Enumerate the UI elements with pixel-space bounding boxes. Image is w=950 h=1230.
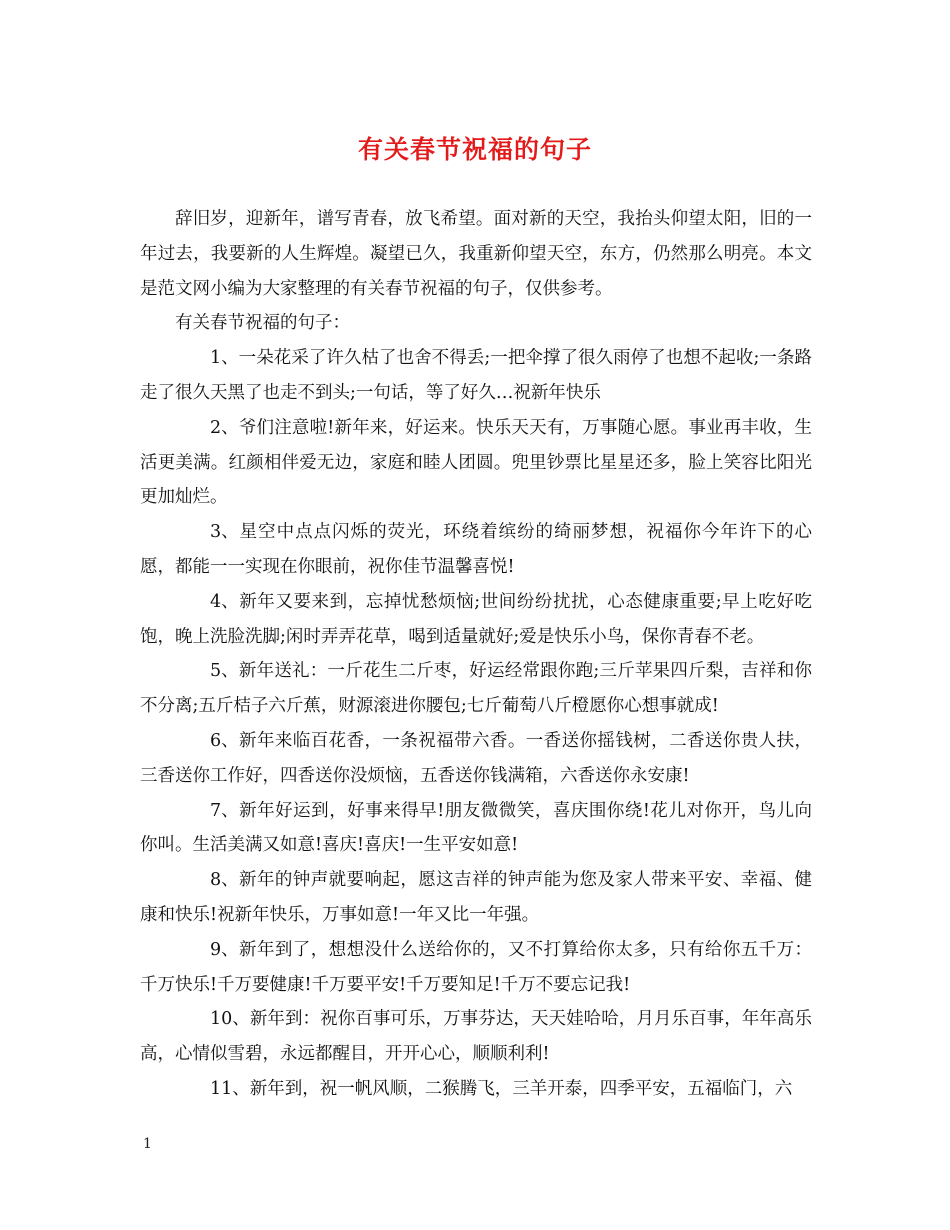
document-title: 有关春节祝福的句子 xyxy=(357,135,592,164)
item-text: 星空中点点闪烁的荧光，环绕着缤纷的绮丽梦想，祝福你今年许下的心愿，都能一一实现在你眼前，祝你佳节温馨喜悦! xyxy=(140,522,812,577)
list-item xyxy=(140,411,812,515)
item-text: 新年到，祝一帆风顺，二猴腾飞，三羊开泰，四季平安，五福临门，六 xyxy=(249,1078,793,1099)
list-item xyxy=(140,585,812,655)
list-item xyxy=(140,724,812,794)
list-item xyxy=(140,863,812,933)
list-item xyxy=(140,515,812,585)
item-number: 3、 xyxy=(210,522,239,543)
item-number: 7、 xyxy=(210,800,239,821)
list-item xyxy=(140,933,812,1003)
list-item xyxy=(140,1002,812,1072)
list-item xyxy=(140,341,812,411)
item-number: 11、 xyxy=(210,1078,250,1099)
item-number: 2、 xyxy=(210,417,239,438)
item-text: 新年到：祝你百事可乐，万事芬达，天天娃哈哈，月月乐百事，年年高乐高，心情似雪碧，永远都醒目，开开心心，顺顺利利! xyxy=(140,1009,812,1065)
item-number: 5、 xyxy=(210,661,239,682)
item-number: 6、 xyxy=(210,730,239,751)
item-text: 新年到了，想想没什么送给你的，又不打算给你太多，只有给你五千万：千万快乐!千万要健康!千万要平安!千万要知足!千万不要忘记我! xyxy=(140,939,812,995)
item-text: 新年好运到，好事来得早!朋友微微笑，喜庆围你绕!花儿对你开，鸟儿向你叫。生活美满又如意!喜庆!喜庆!一生平安如意! xyxy=(140,800,812,856)
item-number: 10、 xyxy=(210,1009,250,1030)
item-text: 爷们注意啦!新年来，好运来。快乐天天有，万事随心愿。事业再丰收，生活更美满。红颜相伴爱无边，家庭和睦人团圆。兜里钞票比星星还多，脸上笑容比阳光更加灿烂。 xyxy=(140,417,812,508)
item-text: 新年送礼：一斤花生二斤枣，好运经常跟你跑;三斤苹果四斤梨，吉祥和你不分离;五斤桔子六斤蕉，财源滚进你腰包;七斤葡萄八斤橙愿你心想事就成! xyxy=(140,661,812,717)
item-text: 新年来临百花香，一条祝福带六香。一香送你摇钱树，二香送你贵人扶，三香送你工作好，四香送你没烦恼，五香送你钱满箱，六香送你永安康! xyxy=(140,730,812,786)
list-item xyxy=(140,654,812,724)
document-body xyxy=(140,202,812,1107)
item-text: 一朵花采了许久枯了也舍不得丢;一把伞撑了很久雨停了也想不起收;一条路走了很久天黑了也走不到头;一句话，等了好久…祝新年快乐 xyxy=(140,348,812,403)
subheading: 有关春节祝福的句子： xyxy=(175,313,350,334)
list-item xyxy=(140,1072,812,1107)
page-number: 1 xyxy=(143,1136,152,1152)
item-text: 新年又要来到，忘掉忧愁烦恼;世间纷纷扰扰，心态健康重要;早上吃好吃饱，晚上洗脸洗脚;闲时弄弄花草，喝到适量就好;爱是快乐小鸟，保你青春不老。 xyxy=(140,591,812,647)
list-item xyxy=(140,794,812,864)
item-number: 1、 xyxy=(210,348,239,369)
item-number: 8、 xyxy=(210,870,239,891)
item-number: 4、 xyxy=(210,591,239,612)
item-text: 新年的钟声就要响起，愿这吉祥的钟声能为您及家人带来平安、幸福、健康和快乐!祝新年快乐，万事如意!一年又比一年强。 xyxy=(140,870,812,925)
intro-paragraph: 辞旧岁，迎新年，谱写青春，放飞希望。面对新的天空，我抬头仰望太阳，旧的一年过去，我要新的人生辉煌。凝望已久，我重新仰望天空，东方，仍然那么明亮。本文是范文网小编为大家整理的有关春节祝福的句子，仅供参考。 xyxy=(140,209,812,299)
item-number: 9、 xyxy=(210,939,239,960)
